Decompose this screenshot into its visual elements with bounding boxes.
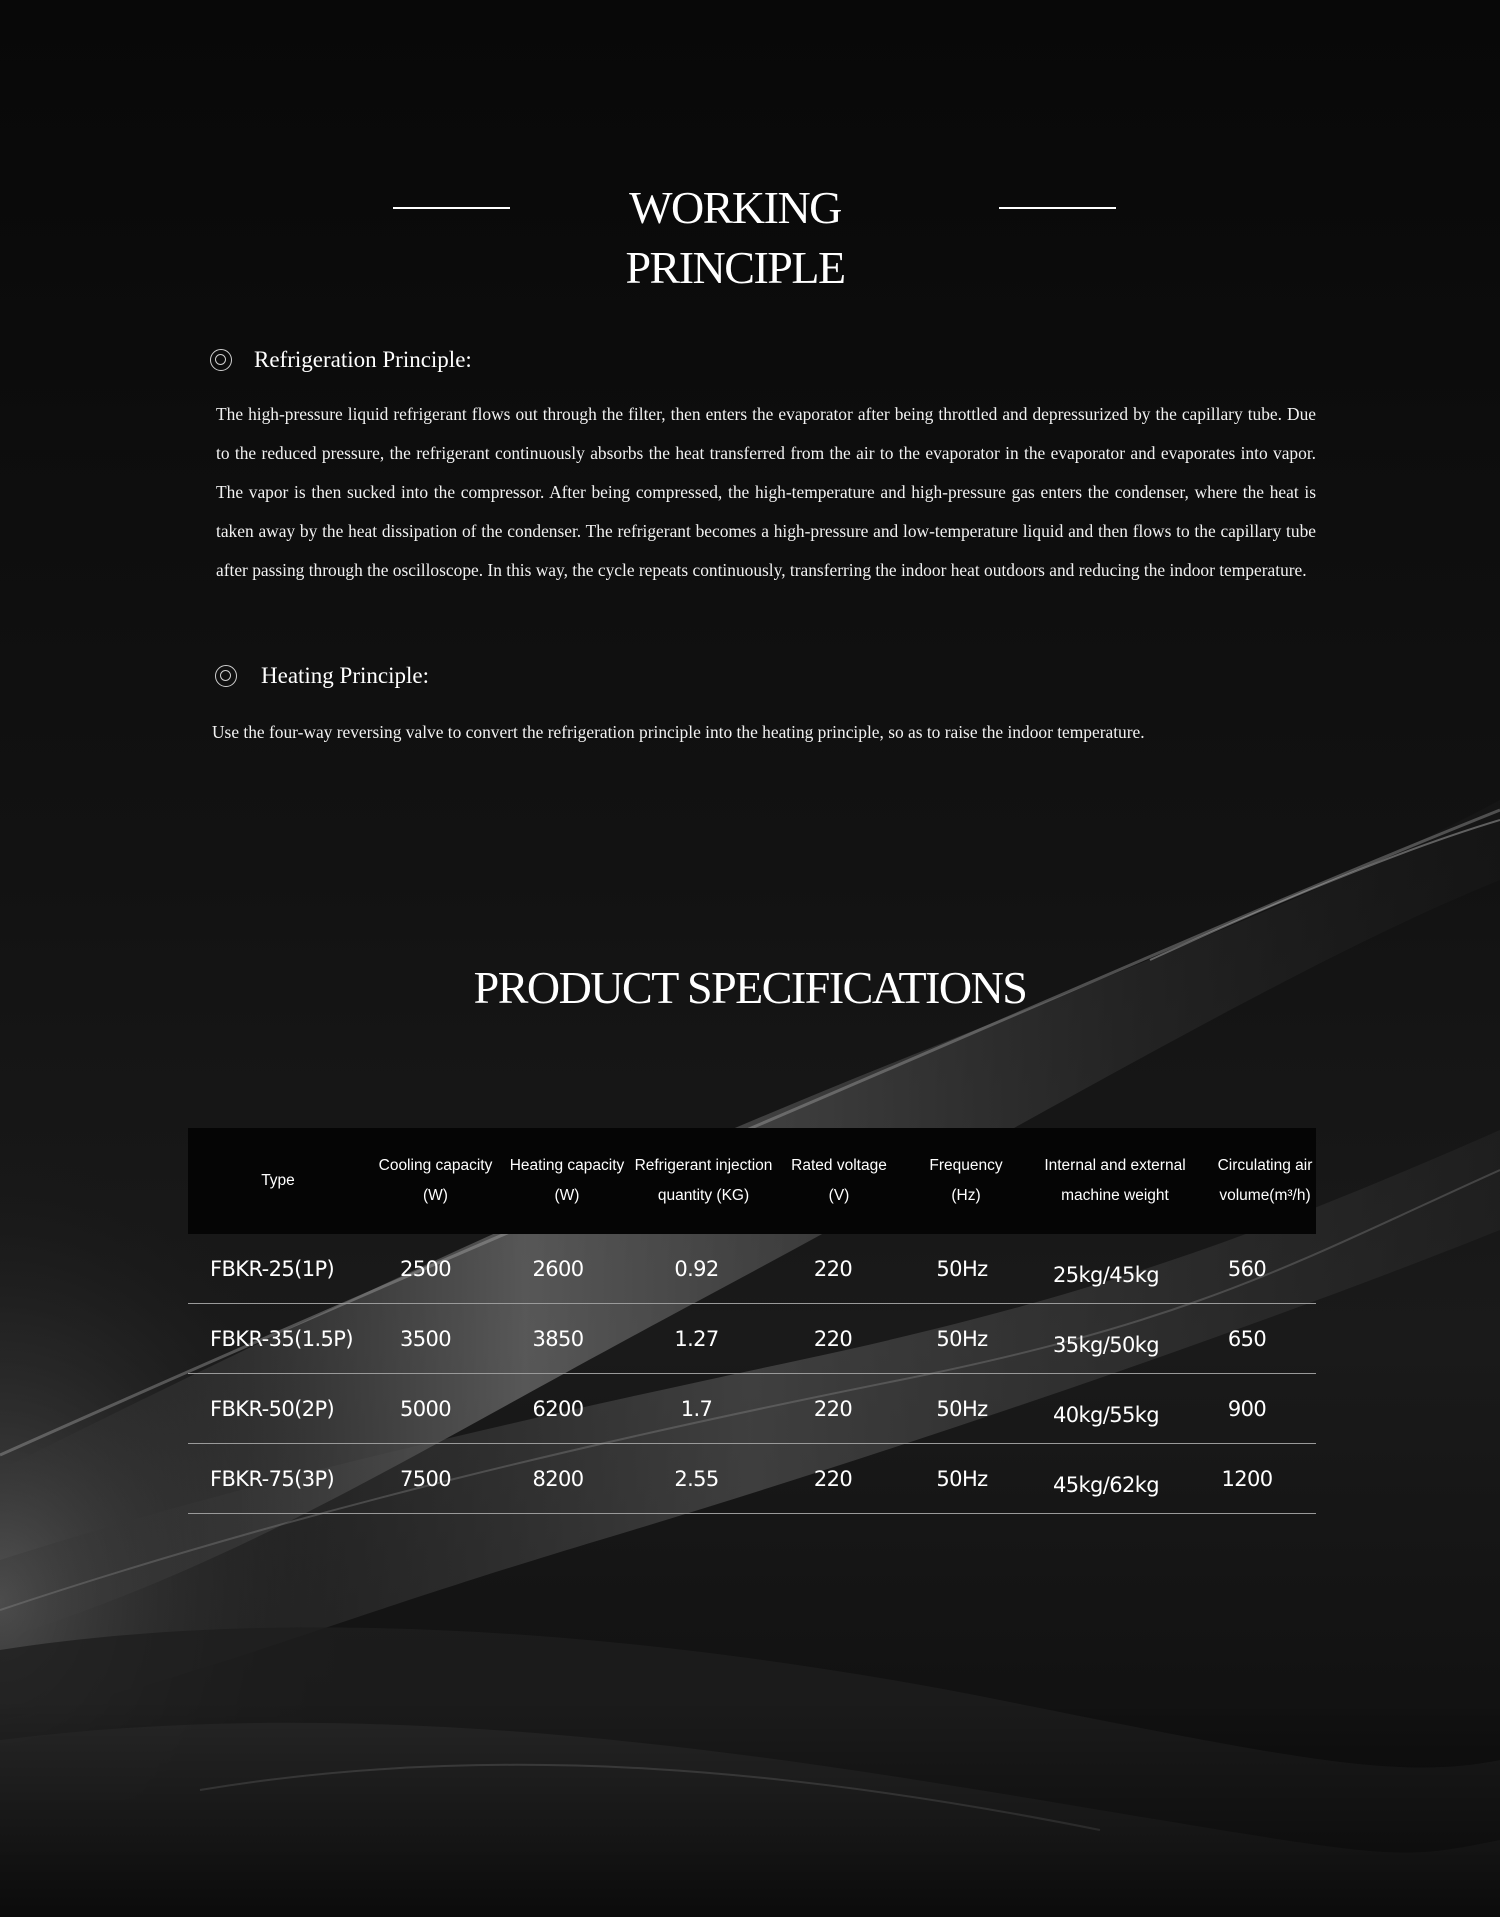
- cell-frequency: 50Hz: [936, 1256, 988, 1281]
- cell-voltage: 220: [813, 1396, 853, 1421]
- refrigeration-principle-text: The high-pressure liquid refrigerant flows out through the filter, then enters the evaporator after being throttled and depressurized by the capillary tube. Due to the reduced pressure, the refrigerant continuously absorbs the heat transferred from the air to the evaporator in the evaporator and evaporates into vapor. The vapor is then sucked into the compressor. After being compressed, the high-temperature and high-pressure gas enters the condenser, where the heat is taken away by the heat dissipation of the condenser. The refrigerant becomes a high-pressure and low-temperature liquid and then flows to the capillary tube after passing through the oscilloscope. In this way, the cycle repeats continuously, transferring the indoor heat outdoors and reducing the indoor temperature.: [216, 404, 1316, 580]
- title-divider-right: [999, 207, 1116, 209]
- specifications-table: [188, 1128, 1316, 1514]
- title-divider-left: [393, 207, 510, 209]
- cell-cooling: 5000: [399, 1396, 452, 1421]
- cell-weight: 25kg/45kg: [1052, 1262, 1160, 1287]
- cell-refrigerant: 2.55: [674, 1466, 719, 1491]
- cell-air-volume: 560: [1227, 1256, 1267, 1281]
- header-refrigerant-quantity: Refrigerant injection quantity (KG): [634, 1157, 773, 1204]
- circle-bullet-icon: [215, 665, 237, 687]
- heating-principle-text: Use the four-way reversing valve to convert the refrigeration principle into the heating principle, so as to raise the indoor temperature.: [212, 722, 1145, 742]
- cell-refrigerant: 1.27: [674, 1326, 719, 1351]
- cell-voltage: 220: [813, 1256, 853, 1281]
- working-principle-header: [0, 178, 1500, 293]
- cell-heating: 2600: [532, 1256, 584, 1281]
- cell-type: FBKR-35(1.5P): [210, 1326, 353, 1351]
- header-frequency: Frequency (Hz): [929, 1157, 1003, 1204]
- table-row: [188, 1304, 1316, 1374]
- cell-refrigerant: 0.92: [674, 1256, 719, 1281]
- table-header-row: [188, 1128, 1316, 1234]
- header-cooling-capacity: Cooling capacity (W): [378, 1157, 493, 1204]
- cell-heating: 3850: [532, 1326, 584, 1351]
- cell-frequency: 50Hz: [936, 1396, 988, 1421]
- cell-weight: 40kg/55kg: [1052, 1402, 1160, 1427]
- refrigeration-principle-heading: [210, 345, 472, 375]
- header-machine-weight: Internal and external machine weight: [1044, 1157, 1186, 1204]
- cell-weight: 35kg/50kg: [1052, 1332, 1160, 1357]
- cell-voltage: 220: [813, 1326, 853, 1351]
- table-row: [188, 1444, 1316, 1514]
- circle-bullet-icon: [210, 349, 232, 371]
- cell-heating: 8200: [532, 1466, 584, 1491]
- refrigeration-principle-title: Refrigeration Principle:: [254, 347, 472, 372]
- cell-cooling: 2500: [399, 1256, 452, 1281]
- heating-principle-heading: [215, 661, 429, 691]
- cell-refrigerant: 1.7: [680, 1396, 713, 1421]
- cell-type: FBKR-75(3P): [210, 1466, 335, 1491]
- cell-air-volume: 900: [1227, 1396, 1267, 1421]
- cell-frequency: 50Hz: [936, 1326, 988, 1351]
- cell-type: FBKR-25(1P): [210, 1256, 335, 1281]
- cell-frequency: 50Hz: [936, 1466, 988, 1491]
- heating-principle-title: Heating Principle:: [261, 663, 429, 688]
- header-rated-voltage: Rated voltage (V): [791, 1157, 887, 1204]
- cell-weight: 45kg/62kg: [1052, 1472, 1160, 1497]
- cell-voltage: 220: [813, 1466, 853, 1491]
- cell-air-volume: 650: [1227, 1326, 1267, 1351]
- table-row: [188, 1374, 1316, 1444]
- product-specifications-title: PRODUCT SPECIFICATIONS: [473, 962, 1027, 1013]
- cell-cooling: 7500: [399, 1466, 452, 1491]
- header-type: Type: [261, 1172, 295, 1189]
- cell-type: FBKR-50(2P): [210, 1396, 335, 1421]
- working-principle-title: WORKING PRINCIPLE: [625, 182, 845, 293]
- table-body: [188, 1234, 1316, 1514]
- cell-heating: 6200: [532, 1396, 584, 1421]
- cell-air-volume: 1200: [1221, 1466, 1273, 1491]
- header-air-volume: Circulating air volume(m³/h): [1217, 1157, 1313, 1204]
- cell-cooling: 3500: [399, 1326, 452, 1351]
- header-heating-capacity: Heating capacity (W): [509, 1157, 625, 1204]
- table-row: [188, 1234, 1316, 1304]
